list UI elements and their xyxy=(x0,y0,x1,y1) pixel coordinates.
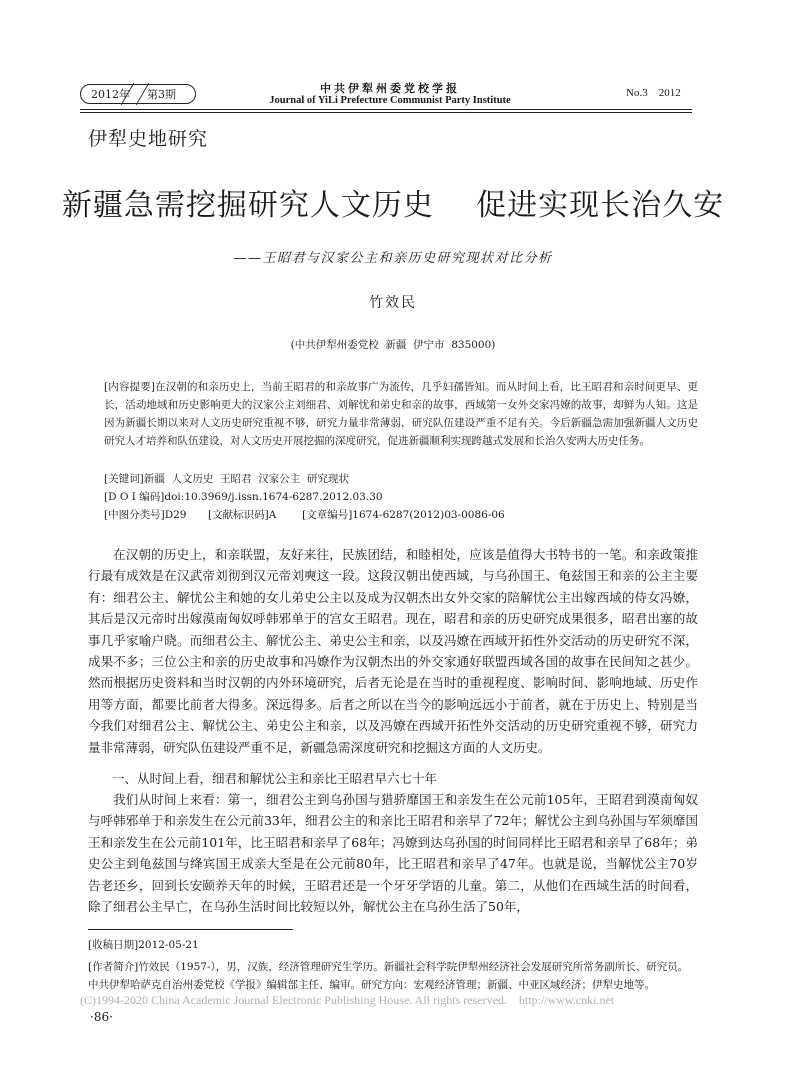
issue-number: 第3期 xyxy=(147,88,176,101)
clc-label: [中图分类号] xyxy=(104,509,165,521)
article-no-value: 1674-6287(2012)03-0086-06 xyxy=(352,509,505,521)
author-bio-label: [作者简介] xyxy=(88,961,139,973)
doi xyxy=(104,488,698,506)
keywords-text: 新疆 人文历史 王昭君 汉家公主 研究现状 xyxy=(143,473,349,485)
classification xyxy=(104,506,698,524)
article-no-label: [文章编号] xyxy=(302,509,353,521)
doi-label: [D O I 编码] xyxy=(104,491,165,503)
received-value: 2012-05-21 xyxy=(138,939,199,951)
body-paragraph-1 xyxy=(88,544,698,758)
author-name: 竹效民 xyxy=(369,295,417,311)
keywords xyxy=(104,470,698,488)
article-title: 新疆急需挖掘研究人文历史 促进实现长治久安 xyxy=(61,188,725,223)
received-date xyxy=(88,936,698,954)
abstract xyxy=(104,378,698,450)
journal-title-en: Journal of YiLi Prefecture Communist Party Institute xyxy=(269,95,511,106)
doi-text: doi:10.3969/j.issn.1674-6287.2012.03.30 xyxy=(164,491,383,503)
column-name: 伊犁史地研究 xyxy=(88,128,209,150)
paragraph-text: 在汉朝的历史上，和亲联盟，友好来往，民族团结，和睦相处，应该是值得大书特书的一笔。和亲政策推行最有成效是在汉武帝刘彻到汉元帝刘奭这一段。这段汉朝出使西域，与乌孙国王、龟兹国王和亲的公主主要有：细君公主、解忧公主和她的女儿弟史公主以及成为汉朝杰出女外交家的陪解忧公主出嫁西域的侍女冯嫽，其后是汉元帝时出嫁漠南匈奴呼韩邪单于的宫女王昭君。现在，昭君和亲的历史研究成果很多，昭君出塞的故事几乎家喻户晓。而细君公主、解忧公主、弟史公主和亲，以及冯嫽在西域开拓性外交活动的历史研究不深，成果不多；三位公主和亲的历史故事和冯嫽作为汉朝杰出的外交家通好联盟西域各国的故事在民间知之甚少。然而根据历史资料和当时汉朝的内外环境研究，后者无论是在当时的重视程度、影响时间、影响地域、历史作用等方面，都要比前者大得多。深远得多。后者之所以在当今的影响远远小于前者，就在于历史上、特别是当今我们对细君公主、解忧公主、弟史公主和亲，以及冯嫽在西域开拓性外交活动的历史研究重视不够，研究力量非常薄弱，研究队伍建设严重不足，新疆急需深度研究和挖掘这方面的人文历史。 xyxy=(88,547,698,755)
issue-badge xyxy=(80,84,196,104)
abstract-text: 在汉朝的和亲历史上，当前王昭君的和亲故事广为流传，几乎妇孺皆知。而从时间上看，比王昭君和亲时间更早、更长，活动地域和历史影响更大的汉家公主刘细君、刘解忧和弟史和亲的故事，西域第一女外交家冯嫽的故事，却鲜为人知。这是因为新疆长期以来对人文历史研究重视不够，研究力量非常薄弱，研究队伍建设严重不足有关。今后新疆急需加强新疆人文历史研究人才培养和队伍建设，对人文历史开展挖掘的深度研究，促进新疆顺利实现跨越式发展和长治久安两大历史任务。 xyxy=(104,381,698,447)
keywords-label: [关键词] xyxy=(104,473,144,485)
section-heading-1: 一、从时间上看，细君和解忧公主和亲比王昭君早六七十年 xyxy=(112,771,438,786)
header-rule xyxy=(80,109,692,110)
issue-year: 2012年 xyxy=(91,88,130,101)
page-number: ·86· xyxy=(90,1010,113,1024)
copyright-watermark: (C)1994-2020 China Academic Journal Electronic Publishing House. All rights reserved. http://www.cnki.net xyxy=(80,993,615,1007)
issue-no-year: No.3 2012 xyxy=(626,87,681,99)
paragraph-text: 我们从时间上来看：第一，细君公主到乌孙国与猎骄靡国王和亲发生在公元前105年，王昭君到漠南匈奴与呼韩邪单于和亲发生在公元前33年，细君公主的和亲比王昭君和亲早了72年；解忧公主到乌孙国与军须靡国王和亲发生在公元前101年，比王昭君和亲早了68年；冯嫽到达乌孙国的时间同样比王昭君和亲早了68年；弟史公主到龟兹国与绛宾国王成亲大至是在公元前80年，比王昭君和亲早了47年。也就是说，当解忧公主70岁告老还乡，回到长安颐养天年的时候，王昭君还是一个牙牙学语的儿童。第二，从他们在西域生活的时间看，除了细君公主早亡，在乌孙生活时间比较短以外，解忧公主在乌孙生活了50年， xyxy=(88,792,698,915)
journal-title-cn: 中共伊犁州委党校学报 xyxy=(320,82,460,95)
article-subtitle: ——王昭君与汉家公主和亲历史研究现状对比分析 xyxy=(233,251,553,266)
author-bio xyxy=(88,958,698,994)
footnote-rule xyxy=(88,929,293,930)
doc-value: A xyxy=(268,509,277,521)
abstract-label: [内容提要] xyxy=(104,381,155,393)
received-label: [收稿日期] xyxy=(88,939,139,951)
header-rule-thin xyxy=(80,112,692,113)
doc-label: [文献标识码] xyxy=(208,509,269,521)
clc-value: D29 xyxy=(164,509,187,521)
author-affiliation: (中共伊犁州委党校 新疆 伊宁市 835000) xyxy=(290,339,496,351)
body-paragraph-2 xyxy=(88,789,698,917)
author-bio-text: 竹效民（1957-），男，汉族，经济管理研究生学历。新疆社会科学院伊犁州经济社会发展研究所常务副所长、研究员。中共伊犁哈萨克自治州委党校《学报》编辑部主任、编审。研究方向：宏观经济管理；新疆、中亚区域经济；伊犁史地等。 xyxy=(88,961,689,991)
